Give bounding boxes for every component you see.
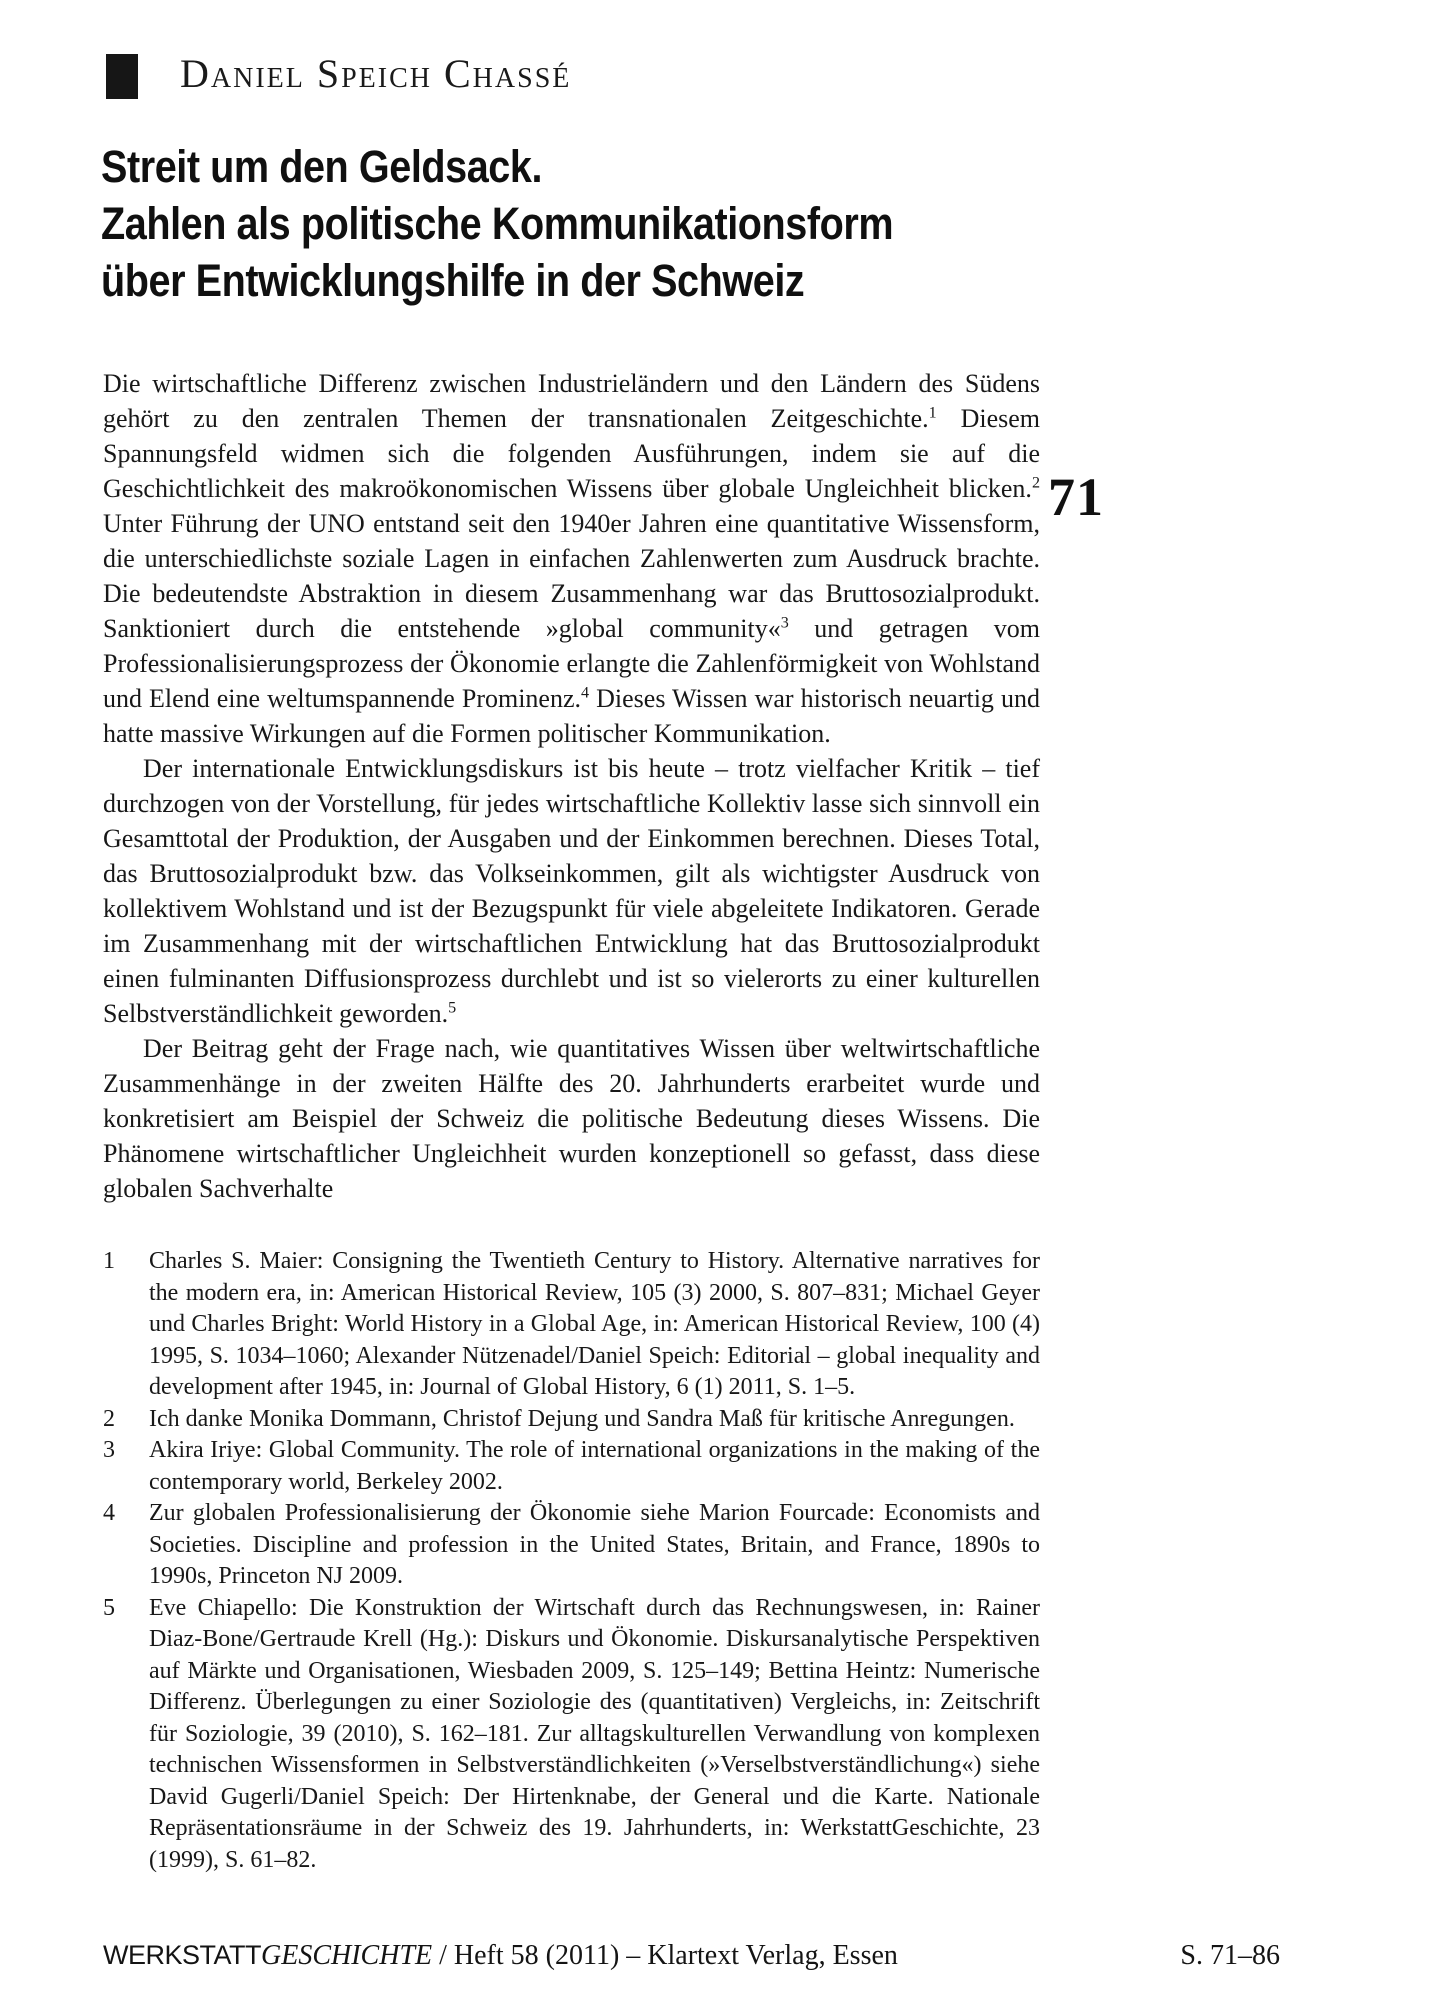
- article-title: [101, 138, 893, 309]
- footnote-ref: 5: [448, 999, 457, 1017]
- footnote: [103, 1404, 1040, 1436]
- section-marker-icon: [106, 54, 138, 99]
- footnote: [103, 1435, 1040, 1498]
- page-number: 71: [1048, 467, 1104, 527]
- footnote-number: 3: [103, 1437, 115, 1463]
- footer: [103, 1940, 1280, 1972]
- footnote-text: Zur globalen Professionalisierung der Ökonomie siehe Marion Fourcade: Economists and Societies. Discipline and profession in the United States, Britain, and France, 1890s to 1990s, Princeton NJ 2009.: [149, 1500, 1040, 1589]
- footnote-number: 2: [103, 1405, 115, 1432]
- issue-info: / Heft 58 (2011) – Klartext Verlag, Essen: [432, 1940, 898, 1971]
- footnote: [103, 1246, 1040, 1404]
- footnote-text: Ich danke Monika Dommann, Christof Dejung und Sandra Maß für kritische Anregungen.: [149, 1405, 1015, 1432]
- footnote: [103, 1498, 1040, 1593]
- journal-name-italic: GESCHICHTE: [261, 1940, 433, 1971]
- author-name: Daniel Speich Chassé: [180, 51, 572, 96]
- footnote-ref: 2: [1031, 474, 1040, 492]
- journal-name-sans: WERKSTATT: [103, 1940, 261, 1970]
- title-line: Zahlen als politische Kommunikationsform: [101, 198, 894, 250]
- article-body: [103, 366, 1040, 1206]
- footnote-ref: 4: [581, 684, 590, 702]
- paragraph: Der internationale Entwicklungsdiskurs ist bis heute – trotz vielfacher Kritik – tief durchzogen von der Vorstellung, für jedes wirtschaftliche Kollektiv lasse sich sinnvoll ein Gesamttotal der Produktion, der Ausgaben und der Einkommen berechnen. Dieses Total, das Bruttosozialprodukt bzw. das Volkseinkommen, gilt als wichtigster Ausdruck von kollektivem Wohlstand und ist der Bezugspunkt für viele abgeleitete Indikatoren. Gerade im Zusammenhang mit der wirtschaftlichen Entwicklung hat das Bruttosozialprodukt einen fulminanten Diffusionsprozess durchlebt und ist so vielerorts zu einer kulturellen Selbstverständlichkeit geworden.$^5$: [103, 754, 1040, 1028]
- footnote-text: Akira Iriye: Global Community. The role of international organizations in the making of the contemporary world, Berkeley 2002.: [149, 1437, 1040, 1495]
- footnote-ref: 3: [780, 614, 789, 632]
- paragraph: Der Beitrag geht der Frage nach, wie quantitatives Wissen über weltwirtschaftliche Zusammenhänge in der zweiten Hälfte des 20. Jahrhunderts erarbeitet wurde und konkretisiert am Beispiel der Schweiz die politische Bedeutung dieses Wissens. Die Phänomene wirtschaftlicher Ungleichheit wurden konzeptionell so gefasst, dass diese globalen Sachverhalte: [103, 1034, 1040, 1203]
- title-line: Streit um den Geldsack.: [101, 141, 543, 193]
- footnote-text: Charles S. Maier: Consigning the Twentieth Century to History. Alternative narratives for the modern era, in: American Historical Review, 105 (3) 2000, S. 807–831; Michael Geyer und Charles Bright: World History in a Global Age, in: American Historical Review, 100 (4) 1995, S. 1034–1060; Alexander Nützenadel/Daniel Speich: Editorial – global inequality and development after 1945, in: Journal of Global History, 6 (1) 2011, S. 1–5.: [149, 1248, 1040, 1400]
- footnote-ref: 1: [928, 404, 937, 422]
- footnotes-section: [103, 1246, 1040, 1876]
- footnote-number: 5: [103, 1594, 115, 1621]
- footnote: [103, 1593, 1040, 1877]
- footnote-number: 1: [103, 1248, 115, 1274]
- paragraph: Die wirtschaftliche Differenz zwischen Industrieländern und den Ländern des Südens gehört zu den zentralen Themen der transnationalen Zeitgeschichte.$^1$ Diesem Spannungsfeld widmen sich die folgenden Ausführungen, indem sie auf die Geschichtlichkeit des makroökonomischen Wissens über globale Ungleichheit blicken.$^2$ Unter Führung der UNO entstand seit den 1940er Jahren eine quantitative Wissensform, die unterschiedlichste soziale Lagen in einfachen Zahlenwerten zum Ausdruck brachte. Die bedeutendste Abstraktion in diesem Zusammenhang war das Bruttosozialprodukt. Sanktioniert durch die entstehende »global community«$^3$ und getragen vom Professionalisierungsprozess der Ökonomie erlangte die Zahlenförmigkeit von Wohlstand und Elend eine weltumspannende Prominenz.$^4$ Dieses Wissen war historisch neuartig und hatte massive Wirkungen auf die Formen politischer Kommunikation.: [103, 369, 1041, 748]
- footnote-number: 4: [103, 1500, 115, 1526]
- footnote-text: Eve Chiapello: Die Konstruktion der Wirtschaft durch das Rechnungswesen, in: Rainer Diaz-Bone/Gertraude Krell (Hg.): Diskurs und Ökonomie. Diskursanalytische Perspektiven auf Märkte und Organisationen, Wiesbaden 2009, S. 125–149; Bettina Heintz: Numerische Differenz. Überlegungen zu einer Soziologie des (quantitativen) Vergleichs, in: Zeitschrift für Soziologie, 39 (2010), S. 162–181. Zur alltagskulturellen Verwandlung von komplexen technischen Wissensformen in Selbstverständlichkeiten (»Verselbstverständlichung«) siehe David Gugerli/Daniel Speich: Der Hirtenknabe, der General und die Karte. Nationale Repräsentationsräume in der Schweiz des 19. Jahrhunderts, in: WerkstattGeschichte, 23 (1999), S. 61–82.: [149, 1594, 1040, 1873]
- title-line: über Entwicklungshilfe in der Schweiz: [101, 255, 805, 307]
- journal-imprint: [103, 1940, 898, 1972]
- page-range: S. 71–86: [1180, 1940, 1280, 1971]
